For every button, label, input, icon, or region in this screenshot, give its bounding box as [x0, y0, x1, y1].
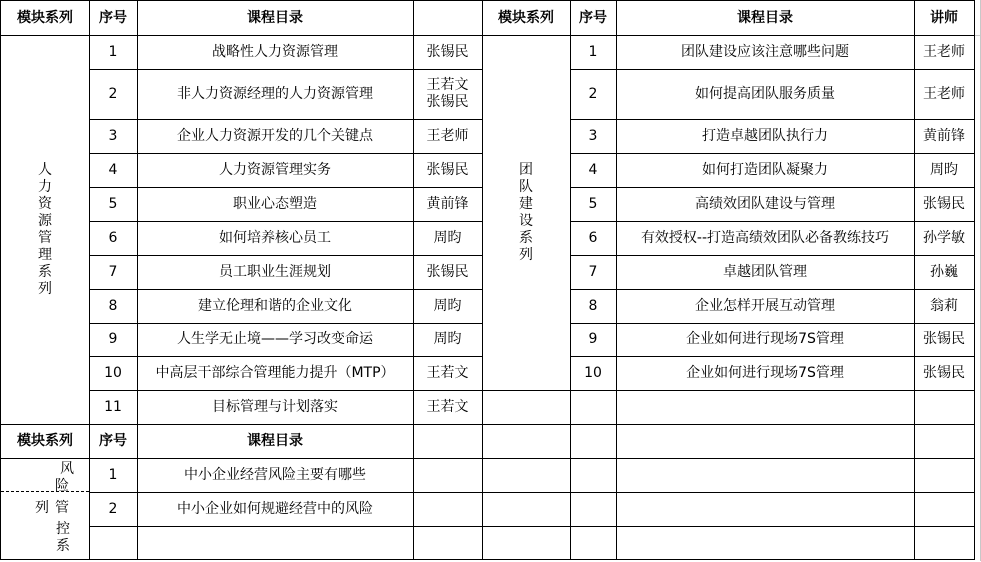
- module-char: 列: [519, 246, 533, 263]
- team-row-teacher: 王老师: [923, 85, 965, 102]
- grid-line: [482, 390, 975, 391]
- hr-row-num: 11: [104, 398, 122, 415]
- hr-row-teacher: 黄前锋: [426, 195, 469, 212]
- team-row-num: 10: [584, 364, 602, 381]
- risk-row-num: 2: [108, 500, 118, 517]
- hr-row-teacher: 王若文: [426, 364, 469, 381]
- team-row-teacher: 王老师: [923, 43, 965, 60]
- header-course-right: 课程目录: [737, 9, 793, 26]
- header-course-bottom: 课程目录: [247, 432, 303, 449]
- module-char: 系: [519, 229, 533, 246]
- team-module-text: [519, 162, 533, 264]
- risk-module-part2: [20, 498, 90, 518]
- risk-row-course: 中小企业经营风险主要有哪些: [184, 466, 366, 483]
- hr-row-course: 目标管理与计划落实: [212, 398, 338, 415]
- team-row-course: 企业如何进行现场7S管理: [686, 331, 844, 347]
- risk-row-course: 中小企业如何规避经营中的风险: [177, 500, 373, 517]
- hr-row-num: 6: [108, 229, 118, 246]
- team-row-num: 6: [588, 229, 598, 246]
- team-row-course: 企业如何进行现场7S管理: [686, 364, 844, 381]
- team-row-course: 打造卓越团队执行力: [702, 127, 828, 144]
- module-char: 管: [38, 229, 52, 246]
- hr-row-num: 2: [108, 85, 118, 102]
- header-teacher-right: 讲师: [930, 9, 958, 26]
- grid-line: [482, 526, 975, 527]
- hr-row-teacher: [413, 69, 482, 119]
- header-course-left: 课程目录: [247, 9, 303, 26]
- module-char: 人: [38, 161, 52, 178]
- team-row-teacher: 黄前锋: [923, 127, 965, 144]
- hr-row-num: 5: [108, 195, 118, 212]
- team-row-teacher: 翁莉: [930, 297, 958, 314]
- module-char: 理: [38, 246, 52, 263]
- header-num-left: 序号: [99, 9, 127, 26]
- hr-row-course: 如何培养核心员工: [219, 229, 331, 246]
- module-char: 建: [519, 195, 533, 212]
- risk-row-num: 1: [108, 466, 118, 483]
- team-row-num: 4: [588, 161, 598, 178]
- team-row-num: 9: [588, 331, 598, 347]
- team-row-num: 1: [588, 43, 598, 60]
- team-row-teacher: 孙巍: [930, 263, 958, 280]
- risk-module-char-5: 控: [56, 521, 70, 537]
- team-row-teacher: 张锡民: [923, 195, 965, 212]
- module-char: 队: [519, 178, 533, 195]
- risk-module-part1: [38, 460, 78, 496]
- grid-line: [482, 492, 975, 493]
- team-module-label: [482, 35, 570, 390]
- hr-row-teacher: 周昀: [433, 229, 462, 246]
- team-row-num: 8: [588, 297, 598, 314]
- team-row-course: 企业怎样开展互动管理: [695, 297, 835, 314]
- hr-row-course: 人力资源管理实务: [219, 161, 331, 178]
- module-char: 设: [519, 212, 533, 229]
- hr-row-num: 9: [108, 331, 118, 347]
- team-row-course: 如何提高团队服务质量: [695, 85, 835, 102]
- team-row-num: 7: [588, 263, 598, 280]
- teacher-name: 张锡民: [426, 94, 469, 110]
- module-char: 列: [38, 280, 52, 297]
- hr-row-course: 建立伦理和谐的企业文化: [198, 297, 352, 314]
- team-row-course: 卓越团队管理: [723, 263, 807, 280]
- hr-row-teacher: 周昀: [433, 331, 462, 347]
- hr-module-label: [1, 35, 89, 424]
- team-row-teacher: 周昀: [930, 161, 958, 178]
- team-row-teacher: 张锡民: [923, 331, 965, 347]
- grid-line: [0, 559, 975, 560]
- risk-module-chars-3: 列管: [35, 499, 75, 516]
- team-row-course: 如何打造团队凝聚力: [702, 161, 828, 178]
- risk-module-char-6: 系: [56, 538, 70, 554]
- hr-row-teacher: 张锡民: [426, 43, 469, 60]
- hr-row-num: 8: [108, 297, 118, 314]
- module-char: 团: [519, 161, 533, 178]
- hr-row-teacher: 张锡民: [426, 263, 469, 280]
- hr-row-course: 人生学无止境——学习改变命运: [177, 331, 373, 347]
- hr-row-course: 中高层干部综合管理能力提升（MTP）: [155, 364, 395, 381]
- module-char: 系: [38, 263, 52, 280]
- team-row-course: 有效授权--打造高绩效团队必备教练技巧: [640, 229, 890, 246]
- hr-row-num: 10: [104, 364, 122, 381]
- team-row-course: 团队建设应该注意哪些问题: [681, 43, 849, 60]
- header-module-left: 模块系列: [17, 9, 73, 26]
- hr-row-course: 企业人力资源开发的几个关键点: [177, 127, 373, 144]
- hr-row-num: 7: [108, 263, 118, 280]
- module-char: 力: [38, 178, 52, 195]
- hr-row-teacher: 张锡民: [426, 161, 469, 178]
- hr-module-text: [38, 162, 52, 298]
- grid-line: [482, 458, 975, 459]
- team-row-teacher: 孙学敏: [923, 229, 965, 246]
- teacher-name: 王若文: [426, 77, 469, 93]
- header-num-bottom: 序号: [99, 432, 127, 449]
- team-row-num: 2: [588, 85, 598, 102]
- hr-row-num: 1: [108, 43, 118, 60]
- grid-line: [974, 0, 975, 560]
- grid-line: [482, 424, 975, 425]
- grid-line: [89, 526, 483, 527]
- hr-row-teacher: 周昀: [433, 297, 462, 314]
- risk-module-char-2: 险: [55, 478, 69, 494]
- hr-row-course: 战略性人力资源管理: [212, 43, 338, 60]
- team-row-num: 3: [588, 127, 598, 144]
- hr-row-num: 4: [108, 161, 118, 178]
- hr-row-course: 非人力资源经理的人力资源管理: [177, 85, 373, 102]
- risk-module-char-1: 风: [60, 461, 74, 477]
- header-num-right: 序号: [579, 9, 607, 26]
- hr-row-teacher: 王老师: [426, 127, 469, 144]
- team-row-teacher: 张锡民: [923, 364, 965, 381]
- header-module-bottom: 模块系列: [17, 432, 73, 449]
- hr-row-course: 职业心态塑造: [233, 195, 317, 212]
- hr-row-num: 3: [108, 127, 118, 144]
- hr-row-course: 员工职业生涯规划: [219, 263, 331, 280]
- module-char: 资: [38, 195, 52, 212]
- header-module-right: 模块系列: [498, 9, 554, 26]
- team-row-course: 高绩效团队建设与管理: [695, 195, 835, 212]
- module-char: 源: [38, 212, 52, 229]
- risk-module-part3: [45, 518, 75, 558]
- hr-row-teacher: 王若文: [426, 398, 469, 415]
- team-row-num: 5: [588, 195, 598, 212]
